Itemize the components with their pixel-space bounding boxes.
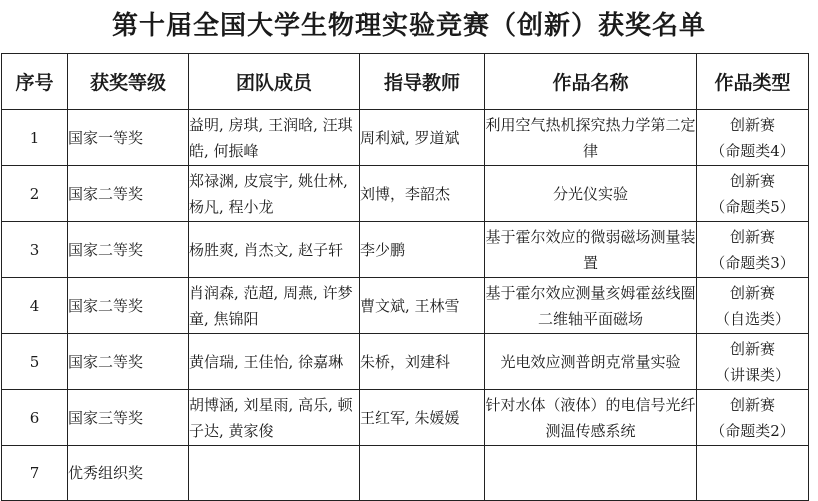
row-advisor xyxy=(360,446,485,501)
row-work-type xyxy=(697,390,809,446)
table-row xyxy=(2,222,809,278)
row-work-title xyxy=(485,278,697,334)
header-advisor: 指导教师 xyxy=(360,54,485,110)
row-work-title xyxy=(485,334,697,390)
row-index-text: 6 xyxy=(29,408,40,427)
row-work-title-text: 基于霍尔效应的微弱磁场测量装置 xyxy=(485,227,696,272)
row-team-members-text: 益明, 房琪, 王润晗, 汪琪皓, 何振峰 xyxy=(189,115,353,160)
row-index-text: 4 xyxy=(29,296,40,315)
row-advisor xyxy=(360,222,485,278)
row-award-level-text: 国家一等奖 xyxy=(68,128,144,147)
table-row xyxy=(2,334,809,390)
row-work-type xyxy=(697,166,809,222)
page-title: 第十届全国大学生物理实验竞赛（创新）获奖名单 xyxy=(111,11,706,41)
row-team-members-text: 胡博涵, 刘星雨, 高乐, 顿子达, 黄家俊 xyxy=(189,395,353,440)
row-team-members-text: 黄信瑞, 王佳怡, 徐嘉琳 xyxy=(189,352,344,371)
row-team-members xyxy=(189,166,360,222)
row-advisor-text: 曹文斌, 王林雪 xyxy=(360,296,460,315)
row-work-title-text: 光电效应测普朗克常量实验 xyxy=(500,352,681,371)
row-work-type-text: 创新赛 （命题类2） xyxy=(710,395,795,440)
table-header-row xyxy=(2,54,809,110)
row-work-type-text: 创新赛 （讲课类） xyxy=(714,339,790,384)
row-work-title xyxy=(485,110,697,166)
row-index-text: 7 xyxy=(29,464,40,482)
row-award-level xyxy=(68,390,189,446)
row-advisor-text: 刘博，李韶杰 xyxy=(360,184,451,203)
row-work-title-text: 针对水体（液体）的电信号光纤测温传感系统 xyxy=(485,395,696,440)
row-team-members xyxy=(189,390,360,446)
row-index xyxy=(2,166,68,222)
row-advisor-text: 周利斌, 罗道斌 xyxy=(360,128,460,147)
row-team-members-text: 杨胜爽, 肖杰文, 赵子轩 xyxy=(189,240,344,259)
row-advisor xyxy=(360,390,485,446)
row-work-title xyxy=(485,166,697,222)
row-award-level xyxy=(68,278,189,334)
row-index xyxy=(2,110,68,166)
row-work-type xyxy=(697,110,809,166)
row-advisor-text: 朱桥，刘建科 xyxy=(360,352,451,371)
row-award-level-text: 国家三等奖 xyxy=(68,408,144,427)
row-work-title xyxy=(485,390,697,446)
row-team-members xyxy=(189,446,360,501)
row-index-text: 5 xyxy=(29,352,40,371)
row-work-type xyxy=(697,278,809,334)
row-award-level-text: 国家二等奖 xyxy=(68,296,144,315)
row-award-level-text: 国家二等奖 xyxy=(68,240,144,259)
table-body xyxy=(2,110,809,501)
header-index: 序号 xyxy=(2,54,68,110)
row-index-text: 1 xyxy=(29,128,40,147)
row-award-level xyxy=(68,222,189,278)
row-team-members-text: 郑禄渊, 皮宸宇, 姚仕林, 杨凡, 程小龙 xyxy=(189,171,348,216)
row-index-text: 3 xyxy=(29,240,40,259)
row-work-title xyxy=(485,222,697,278)
header-work-type: 作品类型 xyxy=(697,54,809,110)
row-work-type xyxy=(697,334,809,390)
row-work-title-text: 利用空气热机探究热力学第二定律 xyxy=(485,115,696,160)
row-work-title-text: 基于霍尔效应测量亥姆霍兹线圈二维轴平面磁场 xyxy=(485,283,696,328)
row-team-members xyxy=(189,222,360,278)
row-team-members xyxy=(189,334,360,390)
row-award-level-text: 优秀组织奖 xyxy=(68,464,144,482)
table-row xyxy=(2,446,809,501)
table-row xyxy=(2,110,809,166)
row-team-members xyxy=(189,110,360,166)
row-index xyxy=(2,334,68,390)
row-work-type-text: 创新赛 （命题类5） xyxy=(710,171,795,216)
row-advisor xyxy=(360,110,485,166)
row-work-type-text: 创新赛 （自选类） xyxy=(714,283,790,328)
row-advisor-text: 王红军, 朱媛媛 xyxy=(360,408,460,427)
row-index xyxy=(2,446,68,501)
row-work-type xyxy=(697,446,809,501)
row-work-type xyxy=(697,222,809,278)
row-index xyxy=(2,278,68,334)
row-team-members xyxy=(189,278,360,334)
table-row xyxy=(2,278,809,334)
award-table xyxy=(1,53,809,501)
row-team-members-text: 肖润森, 范超, 周燕, 许梦童, 焦锦阳 xyxy=(189,283,353,328)
row-index xyxy=(2,222,68,278)
row-advisor xyxy=(360,334,485,390)
row-index xyxy=(2,390,68,446)
header-award-level: 获奖等级 xyxy=(68,54,189,110)
header-work-title: 作品名称 xyxy=(485,54,697,110)
row-index-text: 2 xyxy=(29,184,40,203)
row-award-level xyxy=(68,334,189,390)
table-row xyxy=(2,390,809,446)
row-award-level-text: 国家二等奖 xyxy=(68,184,144,203)
row-advisor xyxy=(360,278,485,334)
row-award-level xyxy=(68,166,189,222)
row-advisor-text: 李少鹏 xyxy=(360,240,406,259)
row-work-title xyxy=(485,446,697,501)
row-work-type-text: 创新赛 （命题类3） xyxy=(710,227,795,272)
row-work-type-text: 创新赛 （命题类4） xyxy=(710,115,795,160)
row-work-title-text: 分光仪实验 xyxy=(552,184,628,203)
row-award-level xyxy=(68,110,189,166)
table-row xyxy=(2,166,809,222)
row-award-level xyxy=(68,446,189,501)
row-advisor xyxy=(360,166,485,222)
row-award-level-text: 国家二等奖 xyxy=(68,352,144,371)
header-team-members: 团队成员 xyxy=(189,54,360,110)
